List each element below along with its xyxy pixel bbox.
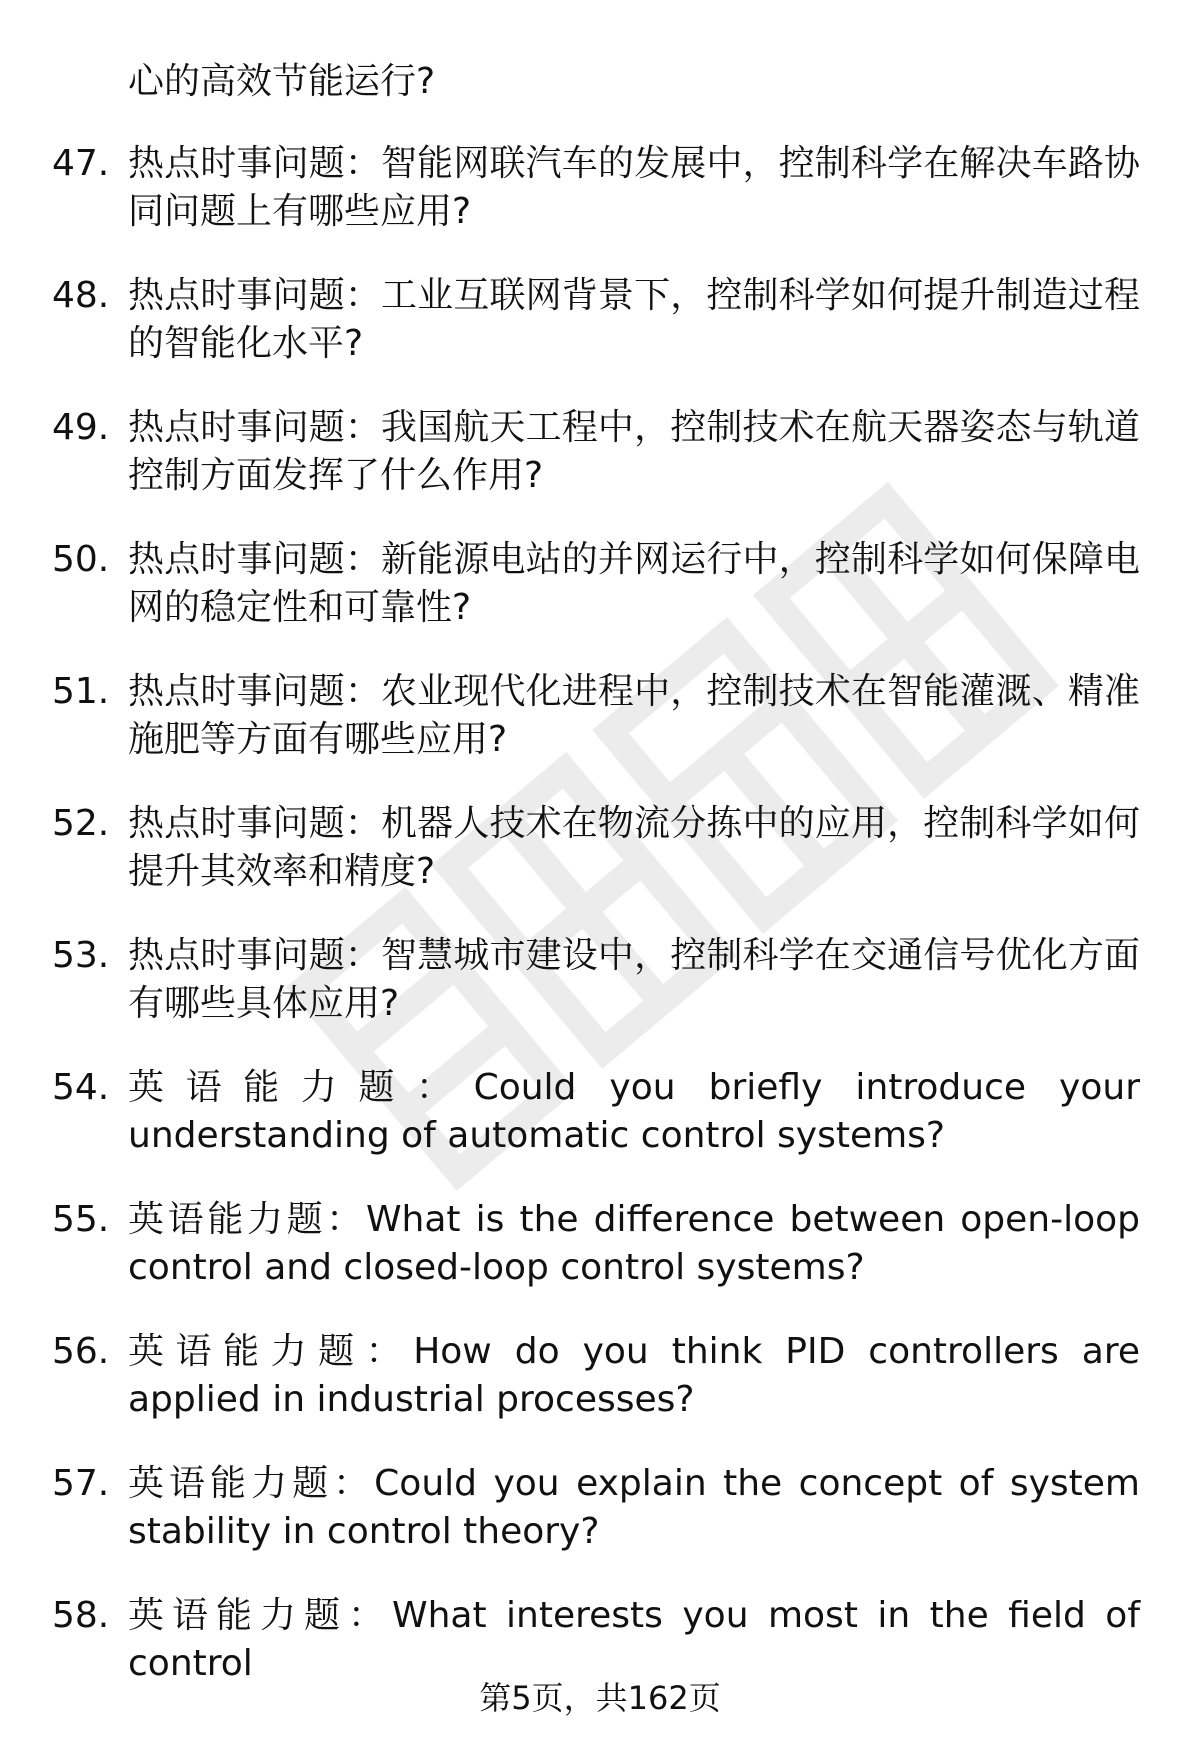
question-text: 热点时事问题：智能网联汽车的发展中，控制科学在解决车路协同问题上有哪些应用? — [128, 143, 1140, 232]
question-number: 55. — [52, 1199, 110, 1240]
question-number: 54. — [52, 1067, 110, 1108]
question-text: 热点时事问题：新能源电站的并网运行中，控制科学如何保障电网的稳定性和可靠性? — [128, 539, 1140, 628]
question-text: 热点时事问题：我国航天工程中，控制技术在航天器姿态与轨道控制方面发挥了什么作用? — [128, 407, 1140, 496]
question-number: 56. — [52, 1331, 110, 1372]
question-number: 57. — [52, 1463, 110, 1504]
question-text: 英语能力题：How do you think PID controllers are applied in industrial processes? — [128, 1331, 1140, 1420]
question-number: 52. — [52, 803, 110, 844]
question-text: 热点时事问题：智慧城市建设中，控制科学在交通信号优化方面有哪些具体应用? — [128, 935, 1140, 1024]
question-item — [0, 932, 1200, 1064]
question-text: 热点时事问题：工业互联网背景下，控制科学如何提升制造过程的智能化水平? — [128, 275, 1140, 364]
question-item — [0, 1196, 1200, 1328]
question-text: 热点时事问题：农业现代化进程中，控制技术在智能灌溉、精准施肥等方面有哪些应用? — [128, 671, 1140, 760]
question-item — [0, 1064, 1200, 1196]
question-number: 49. — [52, 407, 110, 448]
question-text: 英语能力题：Could you explain the concept of system stability in control theory? — [128, 1463, 1140, 1552]
question-item — [0, 1328, 1200, 1460]
continuation-text: 心的高效节能运行? — [128, 61, 436, 102]
question-text: 英语能力题：Could you briefly introduce your understanding of automatic control systems? — [128, 1067, 1140, 1156]
page-footer: 第5页，共162页 — [479, 1679, 721, 1717]
question-item — [0, 140, 1200, 272]
question-number: 51. — [52, 671, 110, 712]
question-item — [0, 668, 1200, 800]
question-item — [0, 536, 1200, 668]
question-item — [0, 404, 1200, 536]
question-number: 53. — [52, 935, 110, 976]
question-list — [0, 140, 1200, 1724]
question-text: 英语能力题：What is the difference between open-loop control and closed-loop control systems? — [128, 1199, 1140, 1288]
question-text: 英语能力题：What interests you most in the field of control — [128, 1595, 1140, 1684]
question-number: 50. — [52, 539, 110, 580]
question-item — [0, 800, 1200, 932]
question-item — [0, 272, 1200, 404]
question-number: 48. — [52, 275, 110, 316]
question-number: 47. — [52, 143, 110, 184]
question-item — [0, 1460, 1200, 1592]
question-number: 58. — [52, 1595, 110, 1636]
question-text: 热点时事问题：机器人技术在物流分拣中的应用，控制科学如何提升其效率和精度? — [128, 803, 1140, 892]
